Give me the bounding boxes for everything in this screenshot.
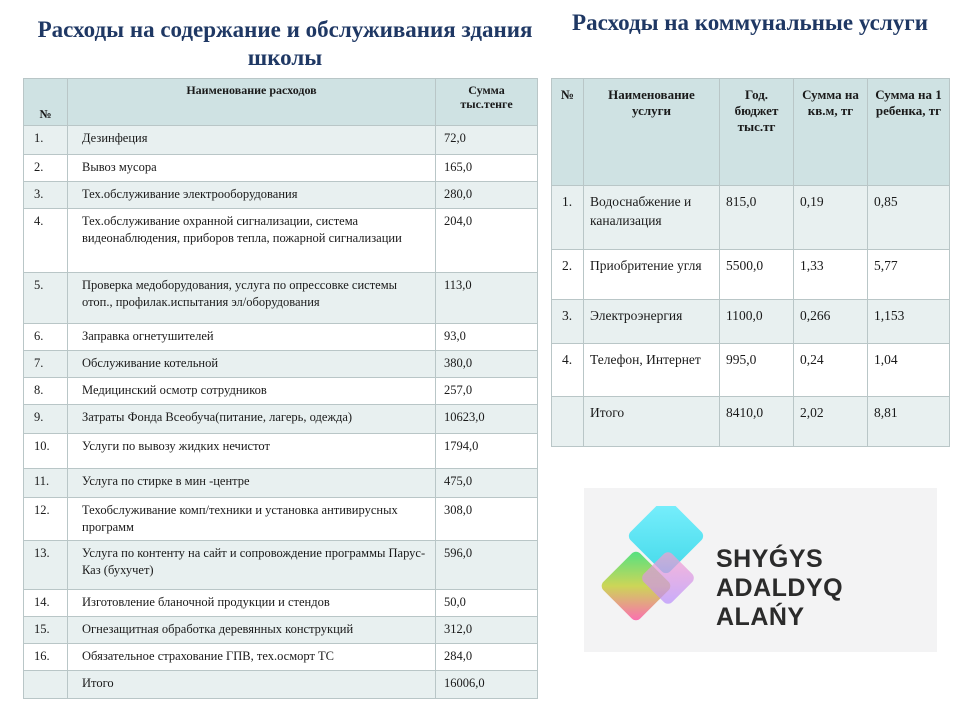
- cell-name: Обслуживание котельной: [68, 351, 436, 378]
- left-table-title: Расходы на содержание и обслуживания здания школы: [37, 17, 533, 70]
- cell-budget: 8410,0: [720, 397, 794, 447]
- table-row: [24, 155, 538, 182]
- table-row: [24, 324, 538, 351]
- table-row: [552, 250, 950, 300]
- cell-per-child: 0,85: [868, 186, 950, 250]
- header-sum: Сумма тыс.тенге: [436, 79, 538, 126]
- cell-per-m2: 0,266: [794, 300, 868, 344]
- cell-num: 15.: [24, 617, 68, 644]
- cell-per-m2: 2,02: [794, 397, 868, 447]
- cell-sum: 1794,0: [436, 434, 538, 469]
- cell-num: 2.: [552, 250, 584, 300]
- total-row: [552, 397, 950, 447]
- cell-per-child: 5,77: [868, 250, 950, 300]
- table-row: [552, 344, 950, 397]
- logo-line-2: ADALDYQ ALAŃY: [716, 574, 844, 631]
- cell-name: Огнезащитная обработка деревянных конструкций: [68, 617, 436, 644]
- cell-name: Заправка огнетушителей: [68, 324, 436, 351]
- cell-sum: 50,0: [436, 590, 538, 617]
- cell-budget: 5500,0: [720, 250, 794, 300]
- cell-budget: 995,0: [720, 344, 794, 397]
- cell-name: Услуги по вывозу жидких нечистот: [68, 434, 436, 469]
- cell-num: 6.: [24, 324, 68, 351]
- cell-per-child: 1,04: [868, 344, 950, 397]
- cell-num: 4.: [24, 209, 68, 273]
- cell-name: Электроэнергия: [584, 300, 720, 344]
- cell-per-m2: 0,24: [794, 344, 868, 397]
- table-row: [24, 434, 538, 469]
- cell-name: Затраты Фонда Всеобуча(питание, лагерь, одежда): [68, 405, 436, 434]
- cell-name: Тех.обслуживание электрооборудования: [68, 182, 436, 209]
- cell-per-child: 8,81: [868, 397, 950, 447]
- cell-sum: 204,0: [436, 209, 538, 273]
- cell-name: Услуга по контенту на сайт и сопровождение программы Парус-Каз (бухучет): [68, 541, 436, 590]
- header-name: Наименование услуги: [584, 79, 720, 186]
- cell-num: 9.: [24, 405, 68, 434]
- cell-name: Обязательное страхование ГПВ, тех.осморт ТС: [68, 644, 436, 671]
- cell-num: 7.: [24, 351, 68, 378]
- cell-num: 10.: [24, 434, 68, 469]
- table-row: [24, 590, 538, 617]
- cell-num: 14.: [24, 590, 68, 617]
- cell-per-child: 1,153: [868, 300, 950, 344]
- cell-name: Телефон, Интернет: [584, 344, 720, 397]
- table-row: [24, 405, 538, 434]
- table-row: [24, 378, 538, 405]
- table-row: [552, 186, 950, 250]
- cell-name: Дезинфеция: [68, 126, 436, 155]
- logo-line-1: SHYǴYS: [716, 545, 824, 573]
- cell-num: [24, 671, 68, 699]
- cell-num: 3.: [552, 300, 584, 344]
- logo-mark-icon: [596, 506, 716, 626]
- cell-budget: 1100,0: [720, 300, 794, 344]
- cell-sum: 312,0: [436, 617, 538, 644]
- logo-banner: [584, 488, 937, 652]
- cell-name: Приобритение угля: [584, 250, 720, 300]
- cell-name: Изготовление бланочной продукции и стендов: [68, 590, 436, 617]
- right-table-title: Расходы на коммунальные услуги: [572, 10, 928, 35]
- table-row: [24, 541, 538, 590]
- cell-name: Проверка медоборудования, услуга по опрессовке системы отоп., профилак.испытания эл/оборудования: [68, 273, 436, 324]
- header-per-m2: Сумма на кв.м, тг: [794, 79, 868, 186]
- cell-num: 5.: [24, 273, 68, 324]
- cell-per-m2: 1,33: [794, 250, 868, 300]
- cell-num: 12.: [24, 498, 68, 541]
- table-row: [24, 209, 538, 273]
- table-row: [24, 469, 538, 498]
- cell-name: Итого: [584, 397, 720, 447]
- cell-sum: 93,0: [436, 324, 538, 351]
- table-row: [24, 351, 538, 378]
- header-num: №: [24, 79, 68, 126]
- cell-sum: 284,0: [436, 644, 538, 671]
- cell-sum: 475,0: [436, 469, 538, 498]
- table-row: [24, 126, 538, 155]
- cell-num: 2.: [24, 155, 68, 182]
- cell-name: Итого: [68, 671, 436, 699]
- cell-num: 3.: [24, 182, 68, 209]
- cell-num: [552, 397, 584, 447]
- cell-num: 8.: [24, 378, 68, 405]
- total-row: [24, 671, 538, 699]
- cell-budget: 815,0: [720, 186, 794, 250]
- table-row: [24, 617, 538, 644]
- header-budget: Год. бюджет тыс.тг: [720, 79, 794, 186]
- cell-per-m2: 0,19: [794, 186, 868, 250]
- maintenance-expenses-table: [23, 78, 538, 699]
- cell-sum: 10623,0: [436, 405, 538, 434]
- cell-name: Услуга по стирке в мин -центре: [68, 469, 436, 498]
- cell-name: Медицинский осмотр сотрудников: [68, 378, 436, 405]
- cell-sum: 113,0: [436, 273, 538, 324]
- cell-num: 1.: [552, 186, 584, 250]
- logo-wordmark: [716, 545, 937, 632]
- cell-sum: 596,0: [436, 541, 538, 590]
- cell-num: 1.: [24, 126, 68, 155]
- cell-name: Водоснабжение и канализация: [584, 186, 720, 250]
- cell-sum: 257,0: [436, 378, 538, 405]
- table-row: [24, 498, 538, 541]
- cell-sum: 165,0: [436, 155, 538, 182]
- cell-name: Техобслуживание комп/техники и установка антивирусных программ: [68, 498, 436, 541]
- cell-name: Вывоз мусора: [68, 155, 436, 182]
- cell-sum: 16006,0: [436, 671, 538, 699]
- header-num: №: [552, 79, 584, 186]
- cell-num: 13.: [24, 541, 68, 590]
- table-row: [24, 182, 538, 209]
- cell-num: 16.: [24, 644, 68, 671]
- header-name: Наименование расходов: [68, 79, 436, 126]
- header-per-child: Сумма на 1 ребенка, тг: [868, 79, 950, 186]
- cell-sum: 380,0: [436, 351, 538, 378]
- cell-name: Тех.обслуживание охранной сигнализации, система видеонаблюдения, приборов тепла, пожарной сигнализации: [68, 209, 436, 273]
- table-row: [24, 644, 538, 671]
- table-row: [24, 273, 538, 324]
- cell-num: 4.: [552, 344, 584, 397]
- cell-sum: 280,0: [436, 182, 538, 209]
- cell-sum: 308,0: [436, 498, 538, 541]
- cell-num: 11.: [24, 469, 68, 498]
- cell-sum: 72,0: [436, 126, 538, 155]
- table-row: [552, 300, 950, 344]
- utilities-expenses-table: [551, 78, 950, 447]
